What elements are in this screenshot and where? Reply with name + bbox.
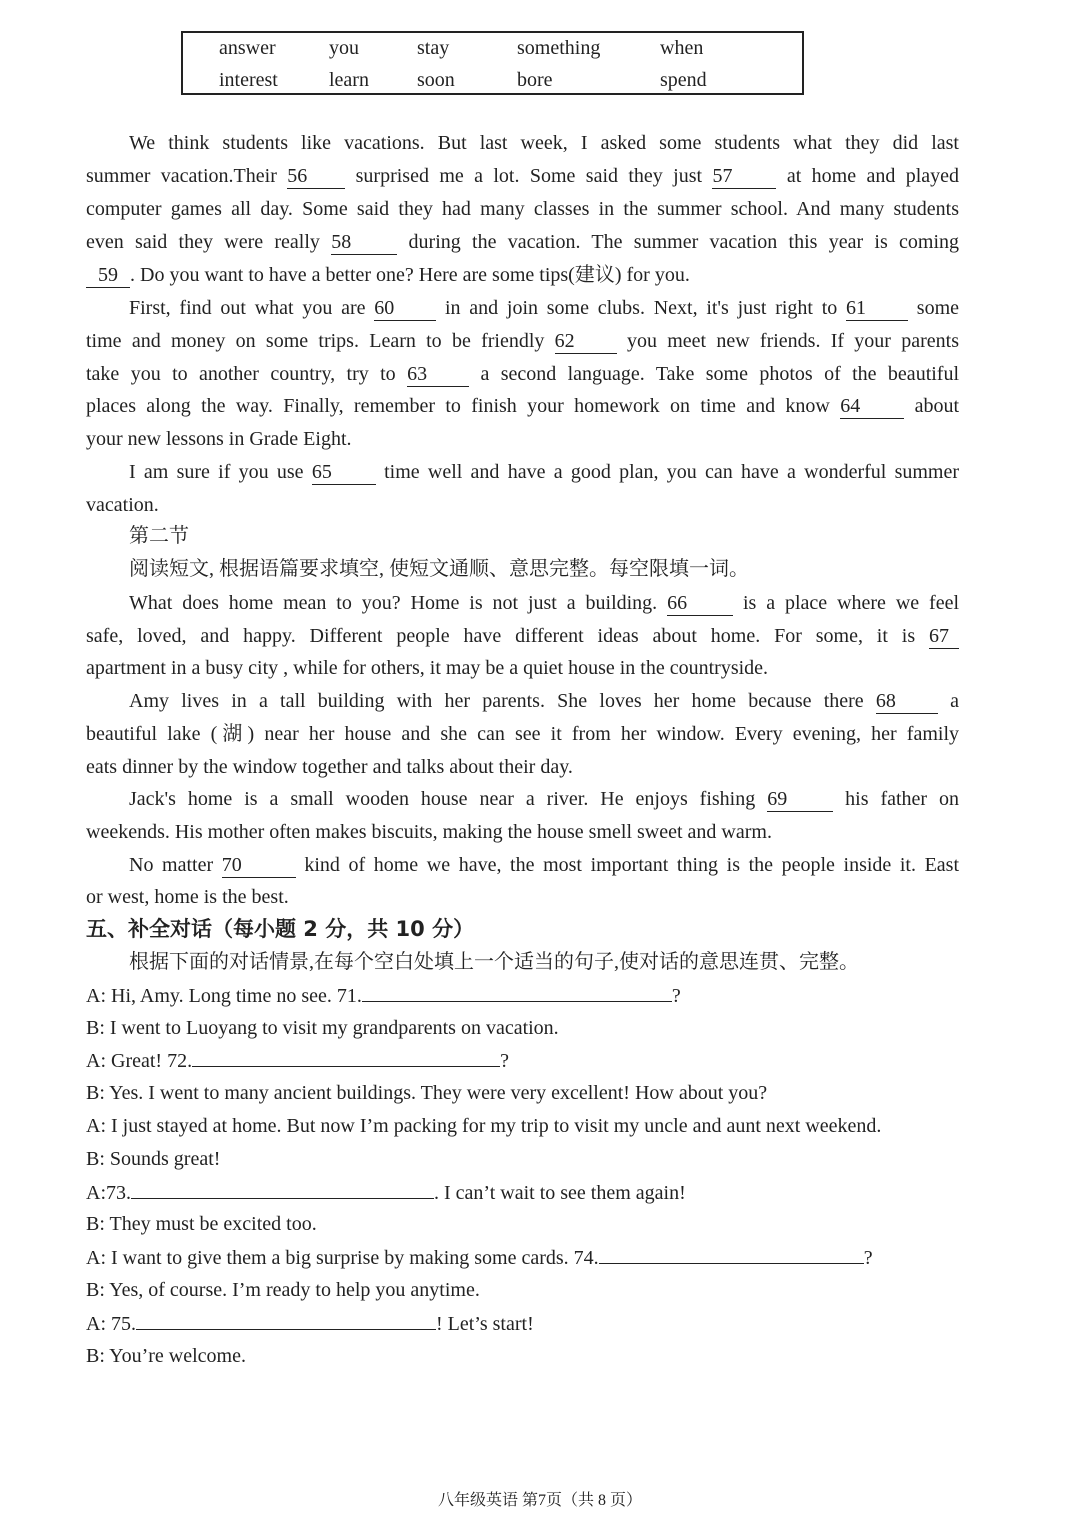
blank-70: 70 (222, 853, 296, 878)
passage1-line: summer vacation.Their 56 surprised me a lot. Some said they just 57 at home and played (86, 165, 959, 187)
word-bank-item: something (517, 37, 601, 59)
section-instruction: 阅读短文, 根据语篇要求填空, 使短文通顺、意思完整。每空限填一词。 (129, 558, 749, 580)
dialogue-line: A: I just stayed at home. But now I’m packing for my trip to visit my uncle and aunt next weekend. (86, 1115, 882, 1137)
passage2-line: apartment in a busy city , while for others, it may be a quiet house in the countryside. (86, 657, 769, 679)
dialogue-line: B: I went to Luoyang to visit my grandparents on vacation. (86, 1017, 559, 1039)
section-title: 第二节 (129, 525, 189, 547)
passage2-line: No matter 70 kind of home we have, the most important thing is the people inside it. East (129, 854, 960, 876)
passage1-line: First, find out what you are 60 in and join some clubs. Next, it's just right to 61 some (129, 297, 960, 319)
passage1-line: time and money on some trips. Learn to be friendly 62 you meet new friends. If your parents (86, 330, 959, 352)
passage2-line: weekends. His mother often makes biscuits, making the house smell sweet and warm. (86, 821, 772, 843)
blank-59: 59 (86, 263, 130, 288)
word-bank-item: interest (219, 69, 278, 91)
blank-68: 68 (876, 689, 938, 714)
dialogue-line: A: 75. ! Let’s start! (86, 1307, 959, 1340)
answer-blank-74 (599, 1241, 864, 1264)
passage1-line: take you to another country, try to 63 a second language. Take some photos of the beautiful (86, 363, 960, 385)
passage1-line: We think students like vacations. But last week, I asked some students what they did last (129, 132, 959, 154)
word-bank-item: answer (219, 37, 276, 59)
word-bank-item: when (660, 37, 704, 59)
word-bank-box (181, 31, 804, 95)
word-bank-item: bore (517, 69, 553, 91)
passage2-line: beautiful lake (湖) near her house and she can see it from her window. Every evening, her family (86, 723, 959, 745)
passage1-line: computer games all day. Some said they had many classes in the summer school. And many students (86, 198, 959, 220)
section-heading: 五、补全对话（每小题 2 分，共 10 分） (86, 917, 475, 941)
blank-65: 65 (312, 460, 376, 485)
dialogue-line: A: Hi, Amy. Long time no see. 71. ? (86, 979, 959, 1012)
passage2-line: What does home mean to you? Home is not just a building. 66 is a place where we feel (129, 592, 960, 614)
dialogue-line: B: Sounds great! (86, 1148, 221, 1170)
dialogue-line: B: Yes, of course. I’m ready to help you anytime. (86, 1279, 480, 1301)
blank-58: 58 (331, 230, 397, 255)
word-bank-item: stay (417, 37, 450, 59)
passage2-line: Amy lives in a tall building with her parents. She loves her home because there 68 a (129, 690, 960, 712)
answer-blank-73 (131, 1176, 434, 1199)
passage1-line: your new lessons in Grade Eight. (86, 428, 352, 450)
passage1-line: vacation. (86, 494, 159, 516)
page-footer: 八年级英语 第7页（共 8 页） (437, 1492, 642, 1509)
passage1-line: places along the way. Finally, remember to finish your homework on time and know 64 about (86, 395, 959, 417)
blank-67: 67 (929, 624, 959, 649)
passage2-line: Jack's home is a small wooden house near a river. He enjoys fishing 69 his father on (129, 788, 960, 810)
dialogue-line: A: I want to give them a big surprise by making some cards. 74. ? (86, 1241, 959, 1274)
blank-69: 69 (767, 787, 833, 812)
blank-64: 64 (840, 394, 904, 419)
blank-61: 61 (846, 296, 908, 321)
word-bank-item: soon (417, 69, 455, 91)
answer-blank-75 (136, 1307, 436, 1330)
passage2-line: eats dinner by the window together and talks about their day. (86, 756, 573, 778)
word-bank-item: spend (660, 69, 707, 91)
word-bank-item: learn (329, 69, 369, 91)
passage2-line: safe, loved, and happy. Different people have different ideas about home. For some, it is 67 (86, 620, 959, 653)
dialogue-line: A:73. . I can’t wait to see them again! (86, 1176, 959, 1209)
answer-blank-72 (192, 1044, 500, 1067)
word-bank-item: you (329, 37, 359, 59)
passage1-line: 59 . Do you want to have a better one? Here are some tips(建议) for you. (86, 259, 959, 292)
blank-62: 62 (555, 329, 617, 354)
passage1-line: even said they were really 58 during the vacation. The summer vacation this year is coming (86, 231, 960, 253)
passage2-line: or west, home is the best. (86, 886, 289, 908)
answer-blank-71 (362, 979, 672, 1002)
dialogue-line: B: Yes. I went to many ancient buildings. They were very excellent! How about you? (86, 1082, 768, 1104)
dialogue-line: B: They must be excited too. (86, 1213, 317, 1235)
passage1-line: I am sure if you use 65 time well and have a good plan, you can have a wonderful summer (129, 461, 960, 483)
blank-56: 56 (287, 164, 345, 189)
blank-66: 66 (667, 591, 733, 616)
blank-60: 60 (374, 296, 436, 321)
blank-57: 57 (712, 164, 776, 189)
dialogue-line: B: You’re welcome. (86, 1345, 246, 1367)
dialogue-line: A: Great! 72. ? (86, 1044, 959, 1077)
blank-63: 63 (407, 362, 469, 387)
section-instruction: 根据下面的对话情景,在每个空白处填上一个适当的句子,使对话的意思连贯、完整。 (129, 951, 859, 973)
